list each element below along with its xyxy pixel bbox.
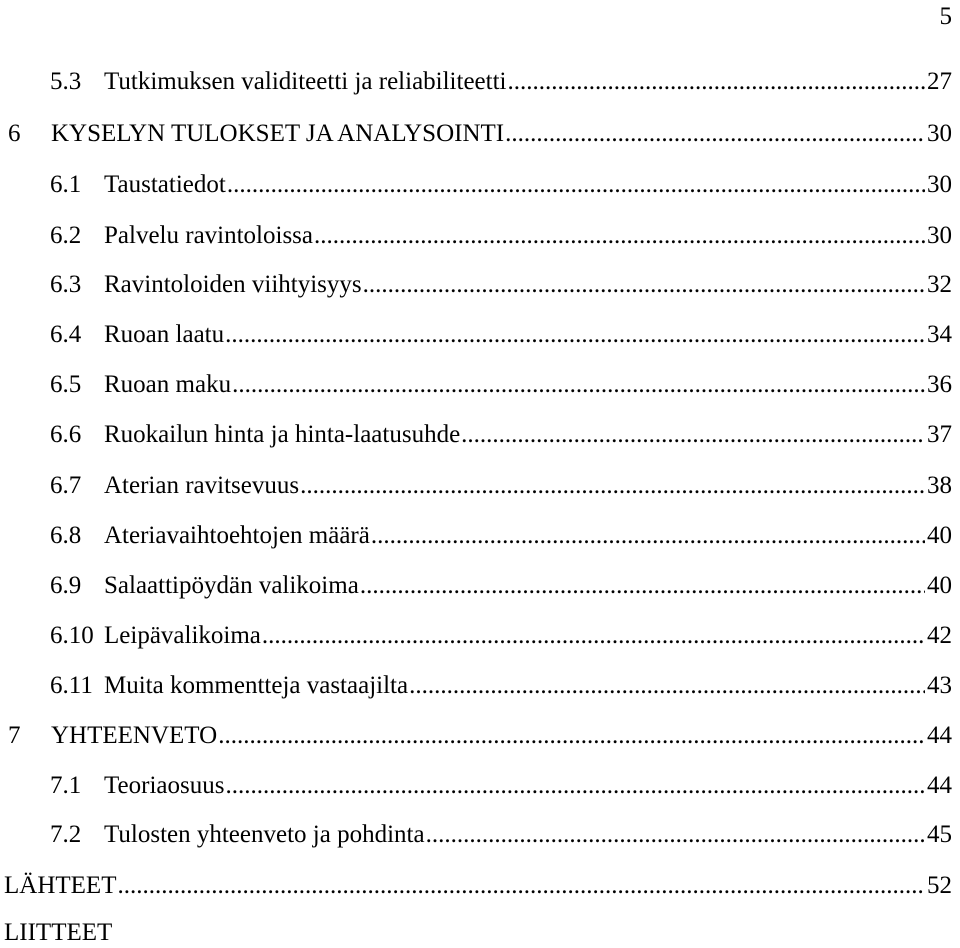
toc-entry-number: 6.7 [50,472,82,499]
toc-entry-title: LÄHTEET [4,872,117,899]
toc-entry-6-7 [50,471,952,501]
toc-entry-page: 52 [927,872,952,899]
toc-entry-liitteet [4,918,112,948]
toc-entry-6-4 [50,320,952,350]
toc-entry-page: 45 [927,821,952,848]
page-number: 5 [939,3,952,30]
toc-entry-title: Aterian ravitsevuus [104,472,300,499]
dot-leader [314,221,925,251]
toc-entry-number: 6.5 [50,371,82,398]
toc-entry-7-1 [50,771,952,801]
toc-entry-title: Ruoan maku [104,371,232,398]
toc-entry-page: 37 [927,421,952,448]
dot-leader [363,270,925,300]
toc-entry-page: 40 [927,572,952,599]
toc-entry-title: Ateriavaihtoehtojen määrä [104,522,370,549]
toc-entry-page: 40 [927,522,952,549]
toc-entry-title: Leipävalikoima [104,622,261,649]
toc-entry-title: LIITTEET [4,919,113,946]
toc-entry-page: 32 [927,271,952,298]
toc-entry-number: 6.9 [50,572,82,599]
toc-entry-title: YHTEENVETO [51,722,218,749]
toc-entry-7 [8,721,952,751]
toc-entry-6-10 [50,621,952,651]
dot-leader [117,871,925,901]
toc-entry-number: 6.8 [50,522,82,549]
toc-entry-page: 42 [927,622,952,649]
dot-leader [371,521,925,551]
dot-leader [507,67,925,97]
toc-entry-page: 44 [927,772,952,799]
toc-entry-7-2 [50,820,952,850]
dot-leader [409,671,925,701]
toc-entry-number: 7.1 [50,772,82,799]
toc-entry-6-3 [50,270,952,300]
dot-leader [505,119,925,149]
dot-leader [300,471,925,501]
toc-entry-title: Palvelu ravintoloissa [104,222,313,249]
toc-entry-number: 7 [8,722,21,749]
dot-leader [262,621,925,651]
toc-entry-page: 30 [927,171,952,198]
toc-entry-6-6 [50,420,952,450]
toc-entry-number: 6.4 [50,321,82,348]
toc-entry-title: Muita kommentteja vastaajilta [104,672,409,699]
toc-entry-number: 5.3 [50,68,82,95]
toc-entry-title: Ravintoloiden viihtyisyys [104,271,362,298]
toc-entry-lahteet [4,871,952,901]
toc-entry-page: 27 [927,68,952,95]
toc-entry-6-9 [50,571,952,601]
toc-entry-6-5 [50,370,952,400]
dot-leader [232,370,925,400]
toc-entry-number: 7.2 [50,821,82,848]
toc-entry-6-8 [50,521,952,551]
dot-leader [227,170,925,200]
toc-entry-page: 34 [927,321,952,348]
toc-entry-number: 6.10 [50,622,94,649]
toc-entry-6-11 [50,671,952,701]
dot-leader [225,771,925,801]
toc-entry-5-3 [50,67,952,97]
toc-entry-title: KYSELYN TULOKSET JA ANALYSOINTI [51,120,505,147]
toc-entry-page: 30 [927,120,952,147]
dot-leader [426,820,925,850]
toc-entry-title: Teoriaosuus [104,772,225,799]
toc-entry-title: Ruoan laatu [104,321,225,348]
toc-entry-title: Tutkimuksen validiteetti ja reliabiliteetti [104,68,507,95]
toc-entry-number: 6.6 [50,421,82,448]
toc-entry-page: 36 [927,371,952,398]
toc-entry-number: 6.1 [50,171,82,198]
dot-leader [360,571,925,601]
toc-entry-number: 6.11 [50,672,93,699]
toc-entry-number: 6.3 [50,271,82,298]
toc-entry-title: Salaattipöydän valikoima [104,572,359,599]
dot-leader [225,320,925,350]
toc-entry-number: 6.2 [50,222,82,249]
toc-entry-title: Taustatiedot [104,171,226,198]
dot-leader [218,721,925,751]
toc-entry-page: 38 [927,472,952,499]
toc-entry-6-2 [50,221,952,251]
toc-entry-page: 43 [927,672,952,699]
toc-entry-6 [8,119,952,149]
dot-leader [461,420,925,450]
toc-entry-number: 6 [8,120,21,147]
toc-entry-page: 44 [927,722,952,749]
toc-entry-page: 30 [927,222,952,249]
toc-entry-title: Ruokailun hinta ja hinta-laatusuhde [104,421,461,448]
toc-entry-6-1 [50,170,952,200]
toc-entry-title: Tulosten yhteenveto ja pohdinta [104,821,425,848]
